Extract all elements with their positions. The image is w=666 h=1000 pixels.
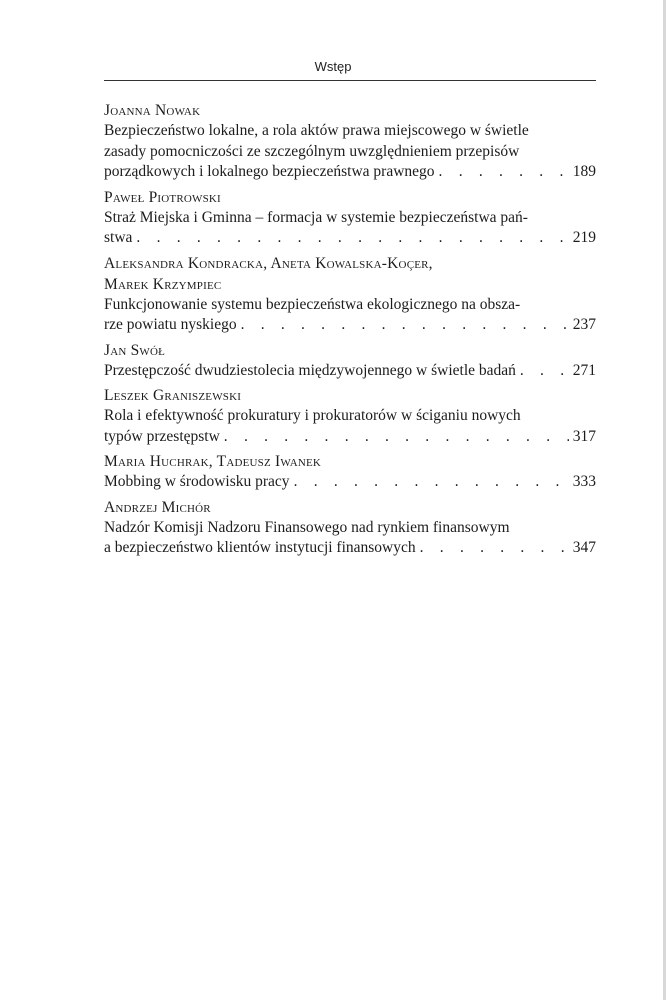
- entry-title-line: Nadzór Komisji Nadzoru Finansowego nad rynkiem finansowym: [104, 518, 510, 536]
- page-number: 189: [572, 163, 596, 180]
- entry-title-line: Funkcjonowanie systemu bezpieczeństwa ekologicznego na obsza-: [104, 295, 521, 313]
- entry-last-line: [104, 162, 596, 183]
- entry-last-line: [104, 361, 596, 382]
- entry-title-line: zasady pomocniczości ze szczególnym uwzględnieniem przepisów: [104, 142, 520, 160]
- page-number: 237: [572, 316, 596, 333]
- entry-title-line: Bezpieczeństwo lokalne, a rola aktów prawa miejscowego w świetle: [104, 122, 529, 139]
- entry-title-line: Rola i efektywność prokuratury i prokuratorów w ściganiu nowych: [104, 407, 521, 424]
- entry-authors: Maria Huchrak, Tadeusz Iwanek: [104, 453, 322, 470]
- page-number: 317: [572, 427, 596, 445]
- entry-last-line: [104, 315, 596, 336]
- toc-entry: [104, 100, 596, 183]
- toc-entry: [104, 385, 596, 447]
- toc-entry: [104, 451, 596, 493]
- entry-authors: Jan Swół: [104, 341, 166, 359]
- entry-last-line: [104, 427, 596, 448]
- entry-title-end: a bezpieczeństwo klientów instytucji finansowych: [104, 539, 416, 556]
- page-number: 219: [572, 229, 596, 246]
- entry-authors: Paweł Piotrowski: [104, 188, 221, 206]
- entry-authors: Leszek Graniszewski: [104, 387, 242, 404]
- entry-title-end: rze powiatu nyskiego: [104, 316, 237, 333]
- entry-title-end: porządkowych i lokalnego bezpieczeństwa prawnego: [104, 163, 435, 180]
- entry-title-end: Mobbing w środowisku pracy: [104, 473, 290, 490]
- entry-authors: Aleksandra Kondracka, Aneta Kowalska-Koçer,: [104, 254, 433, 272]
- toc-entry: [104, 187, 596, 249]
- header-rule: [104, 80, 596, 81]
- dot-leader: [136, 228, 568, 249]
- dot-leader: [439, 162, 569, 183]
- table-of-contents: [104, 100, 596, 559]
- entry-last-line: [104, 472, 596, 493]
- dot-leader: [224, 427, 569, 448]
- entry-last-line: [104, 228, 596, 249]
- dot-leader: [420, 538, 569, 559]
- toc-entry: [104, 253, 596, 336]
- dot-leader: [241, 315, 569, 336]
- entry-authors: Marek Krzympiec: [104, 275, 222, 293]
- toc-entry: [104, 497, 596, 559]
- entry-title-end: typów przestępstw: [104, 427, 220, 445]
- entry-title-end: Przestępczość dwudziestolecia międzywojennego w świetle badań: [104, 361, 516, 379]
- running-header: Wstęp: [314, 59, 352, 74]
- toc-entry: [104, 340, 596, 382]
- entry-authors: Andrzej Michór: [104, 498, 211, 516]
- page-number: 271: [572, 361, 596, 379]
- page-number: 333: [572, 473, 596, 490]
- page-number: 347: [572, 539, 596, 556]
- entry-title-end: stwa: [104, 229, 133, 246]
- entry-authors: Joanna Nowak: [104, 102, 201, 119]
- dot-leader: [294, 472, 569, 493]
- entry-last-line: [104, 538, 596, 559]
- entry-title-line: Straż Miejska i Gminna – formacja w systemie bezpieczeństwa pań-: [104, 208, 528, 226]
- dot-leader: [520, 361, 569, 382]
